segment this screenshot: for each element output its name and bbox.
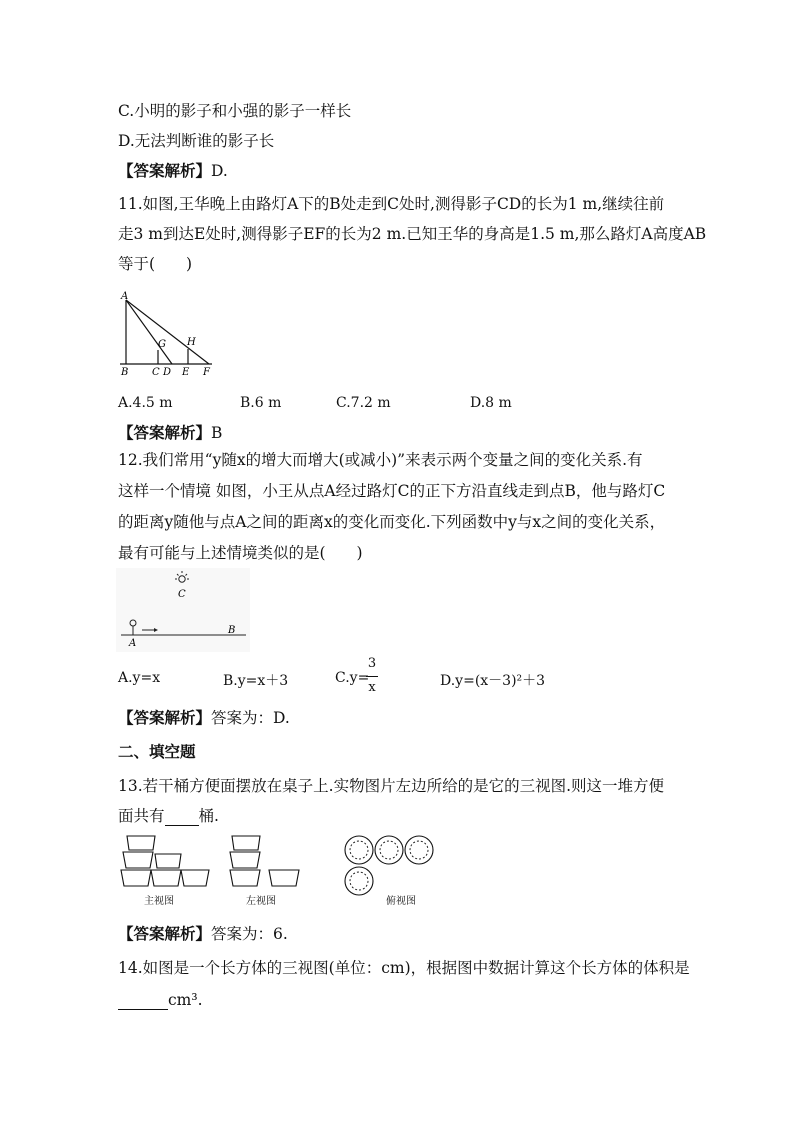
label-h: H xyxy=(187,337,196,348)
label-b: B xyxy=(228,625,236,636)
q12-answer xyxy=(118,708,290,728)
label-g: G xyxy=(158,339,166,350)
answer-blank[interactable] xyxy=(118,993,168,1010)
q11-stem-line3: 等于( ) xyxy=(118,255,193,273)
stem-suffix: 桶. xyxy=(198,807,219,825)
q12-stem-line4: 最有可能与上述情境类似的是( ) xyxy=(118,544,363,562)
label-c: C xyxy=(152,367,160,378)
q12-option-d: D.y=(x－3)²＋3 xyxy=(440,673,546,689)
answer-tag: 【答案解析】 xyxy=(118,924,212,943)
answer-tag: 【答案解析】 xyxy=(118,708,212,727)
q11-option-d: D.8 m xyxy=(470,395,512,411)
fraction-numerator: 3 xyxy=(367,656,377,671)
label-b: B xyxy=(121,367,129,378)
q10-answer xyxy=(118,161,228,181)
top-view-caption: 俯视图 xyxy=(386,896,416,907)
walking-path-figure xyxy=(116,568,250,652)
q11-option-a: A.4.5 m xyxy=(118,395,173,411)
q13-stem-line2 xyxy=(118,806,219,826)
q10-option-d: D.无法判断谁的影子长 xyxy=(118,132,275,150)
answer-tag: 【答案解析】 xyxy=(118,423,212,442)
stem-suffix: cm³. xyxy=(168,991,203,1009)
q12-option-c-prefix: C.y= xyxy=(335,670,370,686)
q14-stem-line1: 14.如图是一个长方体的三视图(单位：cm)，根据图中数据计算这个长方体的体积是 xyxy=(118,959,690,977)
fraction-bar xyxy=(366,676,378,677)
q13-stem-line1: 13.若干桶方便面摆放在桌子上.实物图片左边所给的是它的三视图.则这一堆方便 xyxy=(118,777,665,795)
answer-text: 答案为：6. xyxy=(211,925,288,943)
label-d: D xyxy=(163,367,172,378)
q11-option-c: C.7.2 m xyxy=(336,395,391,411)
q12-stem-line3: 的距离y随他与点A之间的距离x的变化而变化.下列函数中y与x之间的变化关系， xyxy=(118,513,666,531)
left-view-caption: 左视图 xyxy=(246,896,276,907)
label-f: F xyxy=(203,367,210,378)
section-title: 二、填空题 xyxy=(118,742,196,761)
q12-stem-line1: 12.我们常用“y随x的增大而增大(或减小)”来表示两个变量之间的变化关系.有 xyxy=(118,451,643,469)
fraction-denominator: x xyxy=(368,680,376,695)
answer-text: 答案为：D. xyxy=(211,709,290,727)
answer-tag: 【答案解析】 xyxy=(118,161,212,180)
label-a: A xyxy=(129,638,137,649)
q12-stem-line2: 这样一个情境 如图，小王从点A经过路灯C的正下方沿直线走到点B，他与路灯C xyxy=(118,482,666,500)
stem-prefix: 面共有 xyxy=(118,807,165,825)
q11-answer xyxy=(118,423,222,443)
q12-option-b: B.y=x＋3 xyxy=(223,673,289,689)
q11-stem-line1: 11.如图,王华晚上由路灯A下的B处走到C处时,测得影子CD的长为1 m,继续往前 xyxy=(118,195,665,213)
answer-text: B xyxy=(211,424,223,442)
q14-stem-line2 xyxy=(118,990,203,1010)
q11-option-b: B.6 m xyxy=(240,395,282,411)
q13-answer xyxy=(118,924,288,944)
q11-stem-line2: 走3 m到达E处时,测得影子EF的长为2 m.已知王华的身高是1.5 m,那么路灯A高度AB xyxy=(118,225,707,243)
q10-option-c: C.小明的影子和小强的影子一样长 xyxy=(118,102,352,120)
front-view-caption: 主视图 xyxy=(144,896,174,907)
answer-blank[interactable] xyxy=(165,809,199,826)
label-a: A xyxy=(121,291,129,302)
label-e: E xyxy=(182,367,190,378)
q12-option-a: A.y=x xyxy=(118,670,161,686)
answer-text: D. xyxy=(211,162,228,180)
streetlight-shadow-figure xyxy=(112,288,222,380)
label-c: C xyxy=(178,589,186,600)
